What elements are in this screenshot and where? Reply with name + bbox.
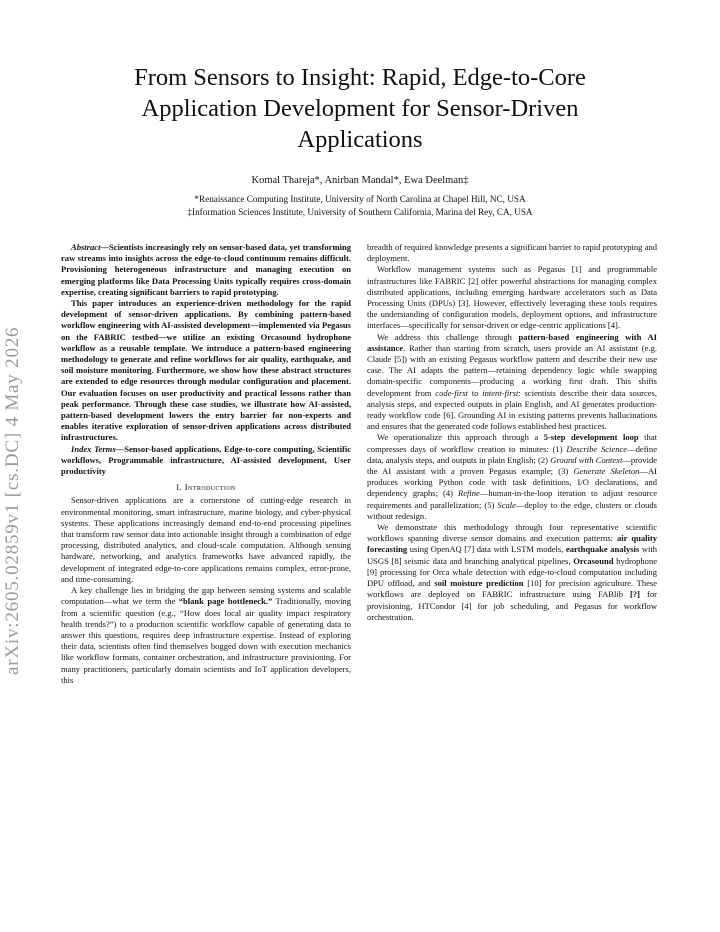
bold-term: Orcasound bbox=[573, 555, 614, 566]
intro-paragraph-5 bbox=[367, 432, 657, 522]
affiliation-2: ‡Information Sciences Institute, University of Southern California, Marina del Rey, CA, USA bbox=[187, 207, 533, 217]
italic-term: intent-first bbox=[482, 387, 519, 398]
index-terms-label: Index Terms bbox=[71, 443, 116, 454]
abstract-paragraph-2: This paper introduces an experience-driven methodology for the rapid development of sensor-driven applications. By combining pattern-based workflow engineering with AI-assisted development—implemented via Pegasus on the FABRIC testbed—we utilize an existing Orcasound hydrophone workflow as a reusable template. We introduce a pattern-based engineering methodology to generate and refine workflows for air quality, earthquake, and soil moisture monitoring. Furthermore, we show how these abstract structures are extended to edge resources through modular configuration and placement. Our evaluation focuses on user productivity and practical lessons rather than peak performance. Through these case studies, we illustrate how AI-assisted, pattern-based development lowers the entry barrier for non-experts and enables iterative exploration of sensor-driven applications across distributed infrastructures. bbox=[61, 298, 351, 443]
text-run: —human-in-the-loop iteration to adjust resource requirements and parallelization; (5) bbox=[367, 488, 657, 510]
abstract-text: —Scientists increasingly rely on sensor-based data, yet transforming raw streams into insights across the edge-to-cloud continuum remains difficult. Provisioning heterogeneous infrastructure and managing execution on emerging platforms like Data Processing Units typically requires cross-domain expertise, creating significant barriers to rapid prototyping. bbox=[61, 242, 351, 297]
text-run: with USGS [8] seismic data and branching analytical pipelines, bbox=[367, 544, 657, 566]
text-run: [10] for precision agriculture. These workflows are deployed on FABRIC infrastructure using FABlib bbox=[367, 578, 658, 600]
text-run: that compresses days of workflow creation to minutes: (1) bbox=[367, 432, 658, 454]
index-terms bbox=[61, 444, 351, 478]
italic-term: Ground with Context bbox=[550, 454, 623, 465]
abstract-label: Abstract bbox=[71, 242, 101, 252]
text-run: Traditionally, moving from a scientific question (e.g., “How does local air quality impact respiratory health trends?”) to a production scientific workflow capable of generating data to answer this questions, requires deep infrastructure expertise. Instead of exploring their data, scientists often find themselves bogged down with execution mechanics like workflow formats, container orchestration, and infrastructure provisioning. For many practitioners, particularly domain scientists and IoT application developers, this bbox=[61, 596, 351, 685]
paper-title: From Sensors to Insight: Rapid, Edge-to-Core Application Development for Sensor-Driven Applications bbox=[134, 64, 586, 153]
intro-paragraph-2 bbox=[61, 585, 351, 686]
index-terms-text: —Sensor-based applications, Edge-to-core computing, Scientific workflows, Programmable infrastructure, AI-assisted development, User productivity bbox=[61, 443, 351, 477]
bold-term: earthquake analysis bbox=[565, 544, 640, 555]
left-column bbox=[61, 242, 351, 686]
text-run: —define data, analysis steps, and outputs in plain English; (2) bbox=[367, 443, 657, 465]
intro-paragraph-2-continued: breadth of required knowledge presents a significant barrier to rapid prototyping and deployment. bbox=[367, 242, 657, 264]
text-run: —provide the AI assistant with a proven Pegasus example; (3) bbox=[367, 454, 658, 477]
text-run: hydrophone [9] processing for Orca whale detection with edge-to-cloud computation including DPU offload, and bbox=[367, 555, 658, 589]
intro-paragraph-4 bbox=[367, 332, 657, 433]
text-run: We address this challenge through bbox=[377, 331, 519, 342]
text-run: . Rather than starting from scratch, users provide an AI assistant (e.g. Claude [5]) with an existing Pegasus workflow pattern and describe their new use case. The AI adapts the pattern—retaining dependency logic while swapping domain-specific components—producing a working first draft. This shifts development from bbox=[367, 342, 657, 398]
section-heading-introduction: I. Introduction bbox=[176, 482, 236, 493]
intro-paragraph-6 bbox=[367, 522, 657, 623]
text-run: We operationalize this approach through a bbox=[377, 432, 544, 443]
italic-term: Refine bbox=[457, 488, 480, 499]
italic-term: code-first bbox=[435, 387, 469, 398]
text-run: to bbox=[468, 387, 483, 398]
italic-term: Describe Science bbox=[566, 443, 628, 454]
text-run: —AI produces working Python code with task definitions, I/O declarations, and dependency graphs; (4) bbox=[367, 466, 657, 499]
intro-paragraph-3: Workflow management systems such as Pegasus [1] and programmable infrastructures like FABRIC [2] offer powerful abstractions for managing complex distributed applications, including emerging hardware accelerators such as Data Processing Units (DPUs) [3]. However, effectively leveraging these tools requires the understanding of configuration models, deployment options, and infrastructure interfaces—specifically for sensor-driven or edge-centric applications [4]. bbox=[367, 264, 657, 331]
text-run: A key challenge lies in bridging the gap between sensing systems and scalable computation—what we term the bbox=[61, 585, 351, 607]
bold-term-dev-loop: 5-step development loop bbox=[543, 432, 639, 443]
bold-term: air quality forecasting bbox=[367, 533, 657, 555]
right-column bbox=[367, 242, 657, 623]
text-run: for provisioning, HTCondor [4] for job scheduling, and Pegasus for workflow orchestration. bbox=[367, 589, 657, 622]
text-run: We demonstrate this methodology through four representative scientific workflows spanning diverse sensor domains and execution patterns: bbox=[367, 522, 657, 544]
bold-citation: [?] bbox=[630, 589, 640, 600]
intro-paragraph-1: Sensor-driven applications are a cornerstone of cutting-edge research in environmental monitoring, smart infrastructure, marine biology, and cyber-physical systems. These applications increasingly demand end-to-end processing pipelines that transform raw sensor data into actionable insight through a combination of edge processing, distributed analytics, and cloud-scale computation. Although sensing hardware, networking, and analytics frameworks have advanced rapidly, the development of integrated edge-to-core applications remains complex, error-prone, and time-consuming. bbox=[61, 495, 351, 584]
text-run: using OpenAQ [7] data with LSTM models, bbox=[407, 544, 566, 555]
text-run: : scientists describe their data sources, analysis steps, and expected outputs in plain English, and AI generates production-ready workflow code [6]. Grounding AI in existing patterns prevents hallucinations and ensures that the generated code follows established best practices. bbox=[367, 387, 657, 432]
author-list: Komal Thareja*, Anirban Mandal*, Ewa Deelman‡ bbox=[251, 175, 469, 186]
bold-term-pattern-based: pattern-based engineering with AI assistance bbox=[367, 331, 657, 353]
abstract-paragraph bbox=[61, 242, 351, 298]
bold-term-blank-page: “blank page bottleneck.” bbox=[178, 596, 273, 607]
italic-term: Scale bbox=[497, 499, 516, 510]
affiliation-1: *Renaissance Computing Institute, University of North Carolina at Chapel Hill, NC, USA bbox=[194, 194, 526, 204]
bold-term: soil moisture prediction bbox=[434, 578, 524, 589]
arxiv-stamp: arXiv:2605.02859v1 [cs.DC] 4 May 2026 bbox=[2, 326, 23, 675]
text-run: —deploy to the edge, clusters or clouds without redesign. bbox=[367, 499, 657, 521]
italic-term: Generate Skeleton bbox=[573, 466, 640, 477]
